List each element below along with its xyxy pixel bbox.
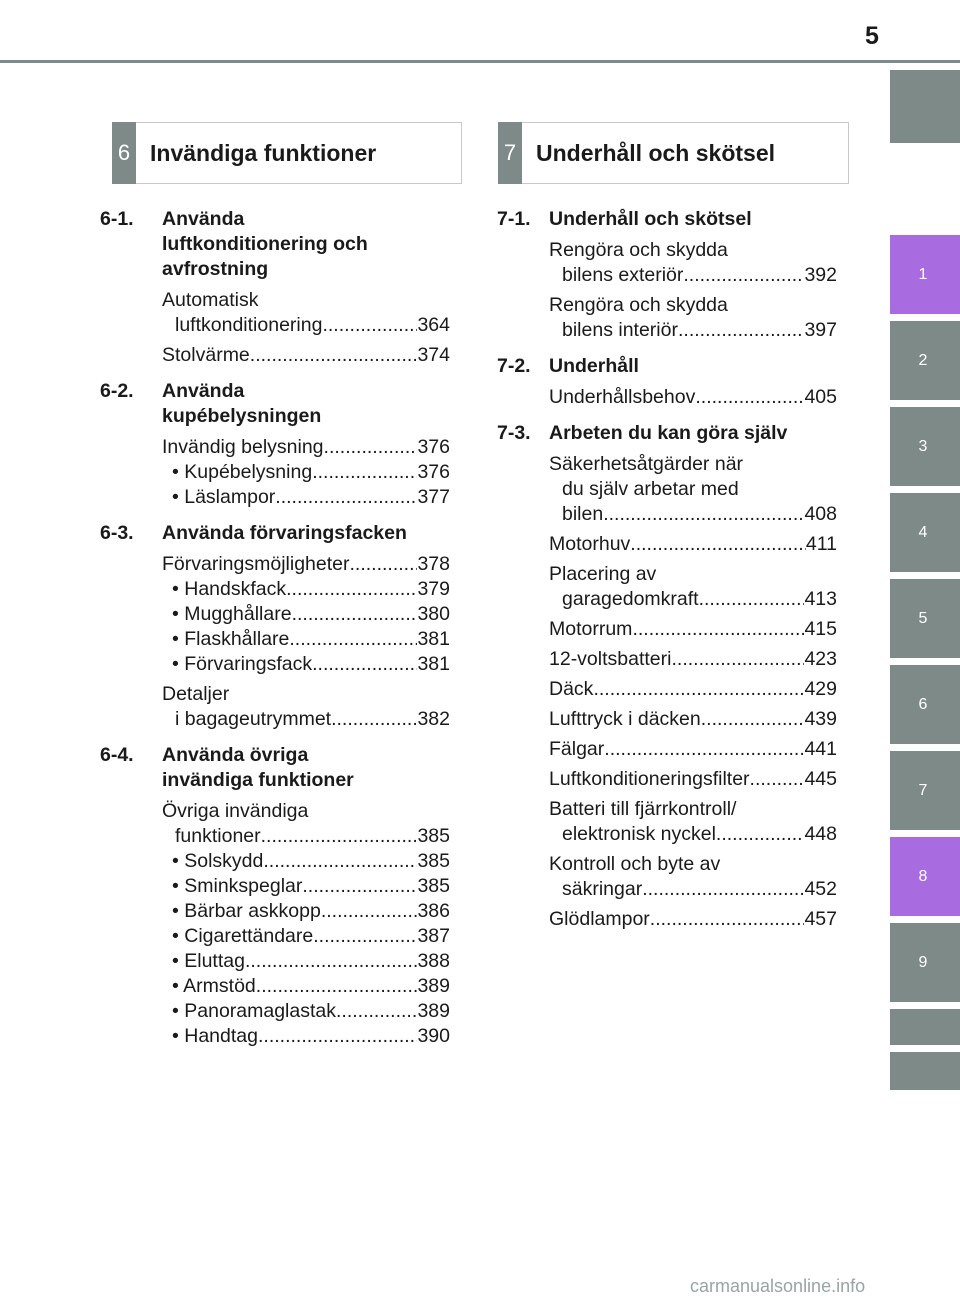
subsection-title: invändiga funktioner <box>162 769 354 791</box>
toc-page: 386 <box>417 900 450 922</box>
toc-entry[interactable] <box>497 293 837 343</box>
toc-entry-text: Batteri till fjärrkontroll/ <box>549 798 737 820</box>
section-title: Underhåll och skötsel <box>536 139 776 166</box>
chapter-tab-9[interactable]: 9 <box>890 923 960 1002</box>
page-number: 5 <box>865 22 879 50</box>
toc-entry-text: • Bärbar askkopp <box>172 900 321 922</box>
toc-page: 385 <box>417 825 450 847</box>
chapter-tab-6[interactable]: 6 <box>890 665 960 744</box>
toc-entry-text: Underhållsbehov <box>549 386 696 408</box>
toc-page: 382 <box>417 708 450 730</box>
toc-page: 411 <box>805 533 837 555</box>
subsection-number: 6-2. <box>100 380 134 402</box>
subsection-number: 7-1. <box>497 208 531 230</box>
toc-page: 379 <box>417 578 450 600</box>
toc-page: 408 <box>804 503 837 525</box>
toc-entry-text: Rengöra och skydda <box>549 294 728 316</box>
section-number: 6 <box>112 122 136 184</box>
toc-entry[interactable] <box>100 799 450 1049</box>
chapter-tab-1[interactable]: 1 <box>890 235 960 314</box>
toc-entry[interactable] <box>100 288 450 338</box>
toc-page: 387 <box>417 925 450 947</box>
toc-entry[interactable] <box>497 767 837 792</box>
toc-entry-text: garagedomkraft <box>562 588 699 610</box>
toc-entry-text: Övriga invändiga <box>162 800 309 822</box>
subsection-heading <box>100 207 450 282</box>
toc-entry[interactable] <box>100 435 450 510</box>
toc-page: 388 <box>417 950 450 972</box>
toc-entry[interactable] <box>100 552 450 677</box>
toc-entry-text: Rengöra och skydda <box>549 239 728 261</box>
toc-entry-text: Luftkonditioneringsfilter <box>549 768 750 790</box>
toc-entry[interactable] <box>497 238 837 288</box>
subsection-title: Använda förvaringsfacken <box>162 522 407 544</box>
toc-entry[interactable] <box>100 682 450 732</box>
toc-bullet[interactable] <box>162 1024 450 1049</box>
toc-entry-text: luftkonditionering <box>175 314 323 336</box>
toc-entry-text: • Armstöd <box>172 975 256 997</box>
toc-entry[interactable] <box>497 852 837 902</box>
toc-page: 415 <box>804 618 837 640</box>
toc-column-left <box>100 207 450 1054</box>
toc-entry-text: Motorhuv <box>549 533 631 555</box>
toc-entry[interactable] <box>497 617 837 642</box>
subsection-title: luftkonditionering och <box>162 233 368 255</box>
toc-entry-text: säkringar <box>562 878 643 900</box>
toc-bullet[interactable] <box>162 849 450 874</box>
toc-page: 448 <box>804 823 837 845</box>
section-title: Invändiga funktioner <box>150 139 377 166</box>
toc-entry-text: i bagageutrymmet <box>175 708 332 730</box>
toc-entry-text: • Eluttag <box>172 950 245 972</box>
toc-entry-text: Stolvärme <box>162 344 250 366</box>
top-rule <box>0 60 960 63</box>
toc-page: 413 <box>804 588 837 610</box>
toc-page: 423 <box>804 648 837 670</box>
toc-bullet[interactable] <box>162 924 450 949</box>
toc-bullet[interactable] <box>162 999 450 1024</box>
toc-entry-text: • Solskydd <box>172 850 264 872</box>
subsection-title: Underhåll <box>549 355 639 377</box>
subsection-title: Underhåll och skötsel <box>549 208 752 230</box>
toc-page: 429 <box>804 678 837 700</box>
toc-bullet[interactable] <box>162 652 450 677</box>
toc-entry-text: • Sminkspeglar <box>172 875 303 897</box>
toc-entry-text: Glödlampor <box>549 908 650 930</box>
toc-entry[interactable] <box>497 737 837 762</box>
toc-page: 376 <box>417 461 450 483</box>
toc-page: 457 <box>804 908 837 930</box>
toc-entry-text: Automatisk <box>162 289 259 311</box>
toc-page: 405 <box>804 386 837 408</box>
toc-page: 389 <box>417 1000 450 1022</box>
toc-page: 378 <box>417 553 450 575</box>
toc-entry[interactable] <box>497 797 837 847</box>
toc-bullet[interactable] <box>162 899 450 924</box>
toc-entry-text: bilen <box>562 503 604 525</box>
toc-entry[interactable] <box>497 677 837 702</box>
chapter-tab-2[interactable]: 2 <box>890 321 960 400</box>
subsection-heading <box>100 521 450 546</box>
toc-entry-text: Invändig belysning <box>162 436 324 458</box>
toc-bullet[interactable] <box>162 974 450 999</box>
subsection-title: Använda <box>162 208 245 230</box>
toc-entry-text: • Flaskhållare <box>172 628 290 650</box>
toc-entry-text: • Handskfack <box>172 578 287 600</box>
chapter-tab-index[interactable] <box>890 1009 960 1045</box>
toc-entry-text: Säkerhetsåtgärder när <box>549 453 744 475</box>
chapter-tab-8[interactable]: 8 <box>890 837 960 916</box>
toc-entry[interactable] <box>497 907 837 932</box>
toc-entry[interactable] <box>497 647 837 672</box>
toc-entry-text: Förvaringsmöjligheter <box>162 553 350 575</box>
toc-page: 397 <box>804 319 837 341</box>
toc-page: 381 <box>417 653 450 675</box>
section-header-7 <box>498 122 849 184</box>
toc-entry-text: Motorrum <box>549 618 633 640</box>
toc-page: 385 <box>417 850 450 872</box>
toc-entry-text: • Handtag <box>172 1025 258 1047</box>
toc-page: 364 <box>417 314 450 336</box>
watermark-url: carmanualsonline.info <box>690 1276 866 1296</box>
section-number: 7 <box>498 122 522 184</box>
toc-column-right <box>497 207 837 937</box>
chapter-tab-7[interactable]: 7 <box>890 751 960 830</box>
toc-entry-text: Däck <box>549 678 594 700</box>
toc-page: 392 <box>804 264 837 286</box>
toc-entry-text: • Panoramaglastak <box>172 1000 336 1022</box>
subsection-heading <box>497 354 837 379</box>
subsection-number: 6-1. <box>100 208 134 230</box>
subsection-title: avfrostning <box>162 258 269 280</box>
toc-entry[interactable] <box>497 532 837 557</box>
toc-entry-text: 12-voltsbatteri <box>549 648 672 670</box>
toc-entry-text: • Kupébelysning <box>172 461 313 483</box>
toc-bullet[interactable] <box>162 874 450 899</box>
subsection-number: 6-3. <box>100 522 134 544</box>
subsection-title: Använda <box>162 380 245 402</box>
toc-entry-text: Placering av <box>549 563 657 585</box>
toc-bullet[interactable] <box>162 627 450 652</box>
toc-page: 389 <box>417 975 450 997</box>
toc-bullet[interactable] <box>162 949 450 974</box>
toc-page: 377 <box>417 486 450 508</box>
toc-entry-text: Lufttryck i däcken <box>549 708 701 730</box>
toc-bullet[interactable] <box>162 485 450 510</box>
subsection-number: 6-4. <box>100 744 134 766</box>
toc-page: 381 <box>417 628 450 650</box>
toc-page: 376 <box>417 436 450 458</box>
toc-page: 380 <box>417 603 450 625</box>
chapter-tab-4[interactable]: 4 <box>890 493 960 572</box>
toc-entry[interactable] <box>497 562 837 612</box>
subsection-heading <box>497 207 837 232</box>
subsection-heading <box>497 421 837 446</box>
toc-page: 452 <box>804 878 837 900</box>
chapter-tab-5[interactable]: 5 <box>890 579 960 658</box>
subsection-number: 7-2. <box>497 355 531 377</box>
subsection-title: kupébelysningen <box>162 405 322 427</box>
chapter-tab-blank[interactable] <box>890 70 960 143</box>
toc-page: 385 <box>417 875 450 897</box>
toc-entry-text: Fälgar <box>549 738 605 760</box>
toc-entry-text: • Läslampor <box>172 486 276 508</box>
chapter-tab-appendix[interactable] <box>890 1052 960 1090</box>
toc-entry[interactable] <box>100 343 450 368</box>
section-header-6 <box>112 122 462 184</box>
toc-entry-text: bilens exteriör <box>562 264 684 286</box>
toc-page: 390 <box>417 1025 450 1047</box>
toc-entry-text: bilens interiör <box>562 319 678 341</box>
subsection-number: 7-3. <box>497 422 531 444</box>
toc-bullet[interactable] <box>162 460 450 485</box>
toc-entry-text: funktioner <box>175 825 261 847</box>
toc-entry-text: Kontroll och byte av <box>549 853 721 875</box>
toc-entry[interactable] <box>497 707 837 732</box>
subsection-heading <box>100 743 450 793</box>
toc-entry-text: Detaljer <box>162 683 230 705</box>
toc-entry-text: • Förvaringsfack <box>172 653 313 675</box>
toc-entry[interactable] <box>497 385 837 410</box>
toc-page: 441 <box>804 738 837 760</box>
subsection-heading <box>100 379 450 429</box>
subsection-title: Arbeten du kan göra själv <box>549 422 788 444</box>
toc-entry-text: du själv arbetar med <box>562 478 739 500</box>
toc-entry-text: • Mugghållare <box>172 603 292 625</box>
toc-entry[interactable] <box>497 452 837 527</box>
toc-bullet[interactable] <box>162 602 450 627</box>
toc-page: 374 <box>417 344 450 366</box>
toc-page: 439 <box>804 708 837 730</box>
chapter-tab-3[interactable]: 3 <box>890 407 960 486</box>
toc-entry-text: elektronisk nyckel <box>562 823 716 845</box>
toc-entry-text: • Cigarettändare <box>172 925 314 947</box>
subsection-title: Använda övriga <box>162 744 309 766</box>
toc-bullet[interactable] <box>162 577 450 602</box>
toc-page: 445 <box>804 768 837 790</box>
